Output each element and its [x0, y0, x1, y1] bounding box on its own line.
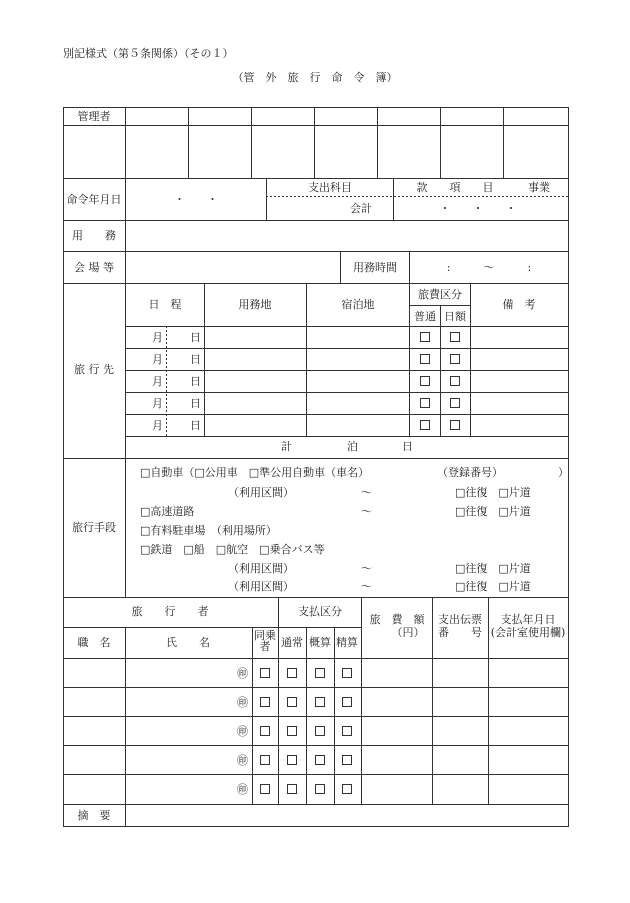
doujou-checkbox-5[interactable] [260, 784, 270, 794]
col-doujou: 同乗者 [254, 629, 276, 653]
seal-2: ㊞ [237, 696, 248, 709]
transport-close-paren: ） [558, 466, 569, 479]
gaisan-checkbox-3[interactable] [315, 726, 325, 736]
payment-group: 支払区分 [298, 605, 342, 618]
transport-label: 旅行手段 [72, 521, 116, 534]
seal-4: ㊞ [237, 754, 248, 767]
futsu-checkbox-1[interactable] [420, 332, 430, 342]
dest-day-3: 日 [190, 375, 201, 388]
doujou-checkbox-3[interactable] [260, 726, 270, 736]
col-nichigaku: 日額 [444, 310, 466, 323]
col-futsu: 普通 [414, 310, 436, 323]
seisan-checkbox-4[interactable] [342, 755, 352, 765]
gaisan-checkbox-5[interactable] [315, 784, 325, 794]
tilde-4: ～ [361, 580, 372, 593]
riyou-kukan-4: （利用区間） [228, 580, 294, 593]
col-seisan: 精算 [336, 636, 358, 649]
kan-kou-moku-label: 款 項 目 [416, 181, 494, 194]
seisan-checkbox-2[interactable] [342, 697, 352, 707]
manager-label: 管理者 [77, 110, 111, 123]
col-ryohi-kubun: 旅費区分 [418, 288, 462, 301]
gaisan-checkbox-2[interactable] [315, 697, 325, 707]
transport-highway: □高速道路 [140, 505, 195, 518]
doujou-checkbox-2[interactable] [260, 697, 270, 707]
dest-day-2: 日 [190, 353, 201, 366]
destination-label: 旅 行 先 [74, 363, 114, 376]
nichigaku-checkbox-3[interactable] [450, 376, 460, 386]
doujou-checkbox-4[interactable] [260, 755, 270, 765]
col-gaisan: 概算 [309, 636, 331, 649]
seisan-checkbox-5[interactable] [342, 784, 352, 794]
roundtrip-1: □往復 □片道 [455, 486, 531, 499]
dest-month-4: 月 [152, 397, 163, 410]
tilde-1: ～ [361, 486, 372, 499]
futsu-checkbox-2[interactable] [420, 354, 430, 364]
kaikei-value: ・ ・ ・ [439, 202, 517, 215]
col-biko: 備 考 [502, 298, 536, 311]
dest-day-1: 日 [190, 331, 201, 344]
doujou-checkbox-1[interactable] [260, 668, 270, 678]
order-date-label: 命令年月日 [66, 193, 122, 206]
futsu-checkbox-5[interactable] [420, 420, 430, 430]
col-denpyo-1: 支出伝票 [438, 613, 482, 626]
tsujo-checkbox-2[interactable] [287, 697, 297, 707]
transport-parking: □有料駐車場 （利用場所） [140, 524, 277, 537]
futsu-checkbox-4[interactable] [420, 398, 430, 408]
col-youmuchi: 用務地 [238, 298, 272, 311]
dest-month-3: 月 [152, 375, 163, 388]
roundtrip-4: □往復 □片道 [455, 580, 531, 593]
seal-3: ㊞ [237, 725, 248, 738]
dest-month-5: 月 [152, 419, 163, 432]
youmu-label: 用 務 [72, 229, 116, 242]
dest-day-5: 日 [190, 419, 201, 432]
page-title: （管 外 旅 行 命 令 簿） [232, 71, 398, 84]
transport-registration: （登録番号） [437, 466, 503, 479]
roundtrip-2: □往復 □片道 [455, 505, 531, 518]
col-shimei: 氏 名 [166, 636, 210, 649]
col-shokumei: 職 名 [77, 636, 111, 649]
col-shukuhaku: 宿泊地 [341, 298, 375, 311]
tekiyou-label: 摘 要 [77, 809, 111, 822]
col-shiharai-1: 支払年月日 [500, 613, 556, 626]
nichigaku-checkbox-5[interactable] [450, 420, 460, 430]
youmu-time-value: : ～ : [446, 261, 532, 274]
kaikei-label: 会計 [350, 202, 372, 215]
youmu-jikan-label: 用務時間 [353, 261, 397, 274]
col-tsujo: 通常 [281, 636, 303, 649]
nichigaku-checkbox-2[interactable] [450, 354, 460, 364]
dest-month-1: 月 [152, 331, 163, 344]
nichigaku-checkbox-1[interactable] [450, 332, 460, 342]
riyou-kukan-1: （利用区間） [228, 486, 294, 499]
transport-car: □自動車（□公用車 □準公用自動車（車名） [140, 466, 370, 479]
nichigaku-checkbox-4[interactable] [450, 398, 460, 408]
col-shiharai-2: (会計室使用欄) [490, 626, 566, 639]
tsujo-checkbox-5[interactable] [287, 784, 297, 794]
dest-month-2: 月 [152, 353, 163, 366]
kaijou-label: 会 場 等 [74, 261, 114, 274]
seisan-checkbox-1[interactable] [342, 668, 352, 678]
tsujo-checkbox-1[interactable] [287, 668, 297, 678]
form-reference: 別記様式（第５条関係）（その１） [63, 47, 234, 60]
tilde-3: ～ [361, 562, 372, 575]
destination-total: 計 泊 日 [281, 440, 413, 453]
col-en: （円） [391, 626, 425, 639]
travelers-group: 旅 行 者 [131, 605, 209, 618]
seal-1: ㊞ [237, 667, 248, 680]
roundtrip-3: □往復 □片道 [455, 562, 531, 575]
col-ryohi-gaku: 旅 費 額 [369, 613, 425, 626]
futsu-checkbox-3[interactable] [420, 376, 430, 386]
order-date-value: ・ ・ [174, 193, 218, 206]
tsujo-checkbox-3[interactable] [287, 726, 297, 736]
expense-item-label: 支出科目 [308, 181, 352, 194]
gaisan-checkbox-1[interactable] [315, 668, 325, 678]
tilde-2: ～ [361, 505, 372, 518]
seisan-checkbox-3[interactable] [342, 726, 352, 736]
col-denpyo-2: 番 号 [438, 626, 482, 639]
tsujo-checkbox-4[interactable] [287, 755, 297, 765]
riyou-kukan-3: （利用区間） [228, 562, 294, 575]
seal-5: ㊞ [237, 783, 248, 796]
gaisan-checkbox-4[interactable] [315, 755, 325, 765]
dest-day-4: 日 [190, 397, 201, 410]
jigyou-label: 事業 [528, 181, 550, 194]
col-nittei: 日 程 [148, 298, 182, 311]
transport-public: □鉄道 □船 □航空 □乗合バス等 [140, 543, 325, 556]
